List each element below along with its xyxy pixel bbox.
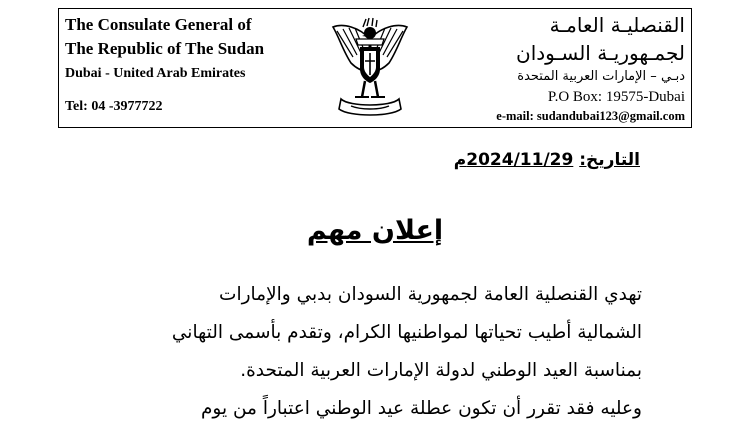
letterhead xyxy=(58,8,692,128)
telephone: Tel: 04 -3977722 xyxy=(65,99,163,114)
body-line: بمناسبة العيد الوطني لدولة الإمارات العربية المتحدة. xyxy=(240,360,642,381)
email-address: e-mail: sudandubai123@gmail.com xyxy=(496,109,685,123)
letterhead-english xyxy=(65,13,305,117)
consulate-name-en: The Consulate General of xyxy=(65,15,252,34)
po-box: P.O Box: 19575-Dubai xyxy=(547,89,685,105)
body-line: وعليه فقد تقرر أن تكون عطلة عيد الوطني اعتباراً من يوم xyxy=(200,398,642,419)
republic-name-en: The Republic of The Sudan xyxy=(65,39,265,58)
announcement-body xyxy=(102,276,642,428)
body-line: تهدي القنصلية العامة لجمهورية السودان بدبي والإمارات xyxy=(219,284,642,305)
date-value: 2024/11/29م xyxy=(453,150,574,170)
secretary-bird-emblem-icon xyxy=(329,17,411,117)
consulate-name-ar: القنصليـة العامـة xyxy=(549,13,685,37)
date-label: التاريخ: xyxy=(579,150,640,170)
body-line: الشمالية أطيب تحياتها لمواطنيها الكرام، وتقدم بأسمى التهاني xyxy=(171,322,642,343)
date-line xyxy=(454,150,640,170)
announcement-title: إعلان مهم xyxy=(306,215,444,246)
location-en: Dubai - United Arab Emirates xyxy=(65,66,246,81)
location-ar: دبـي – الإمارات العربية المتحدة xyxy=(517,69,685,84)
letterhead-arabic xyxy=(435,11,685,125)
republic-name-ar: لجمـهوريـة السـودان xyxy=(516,41,685,65)
